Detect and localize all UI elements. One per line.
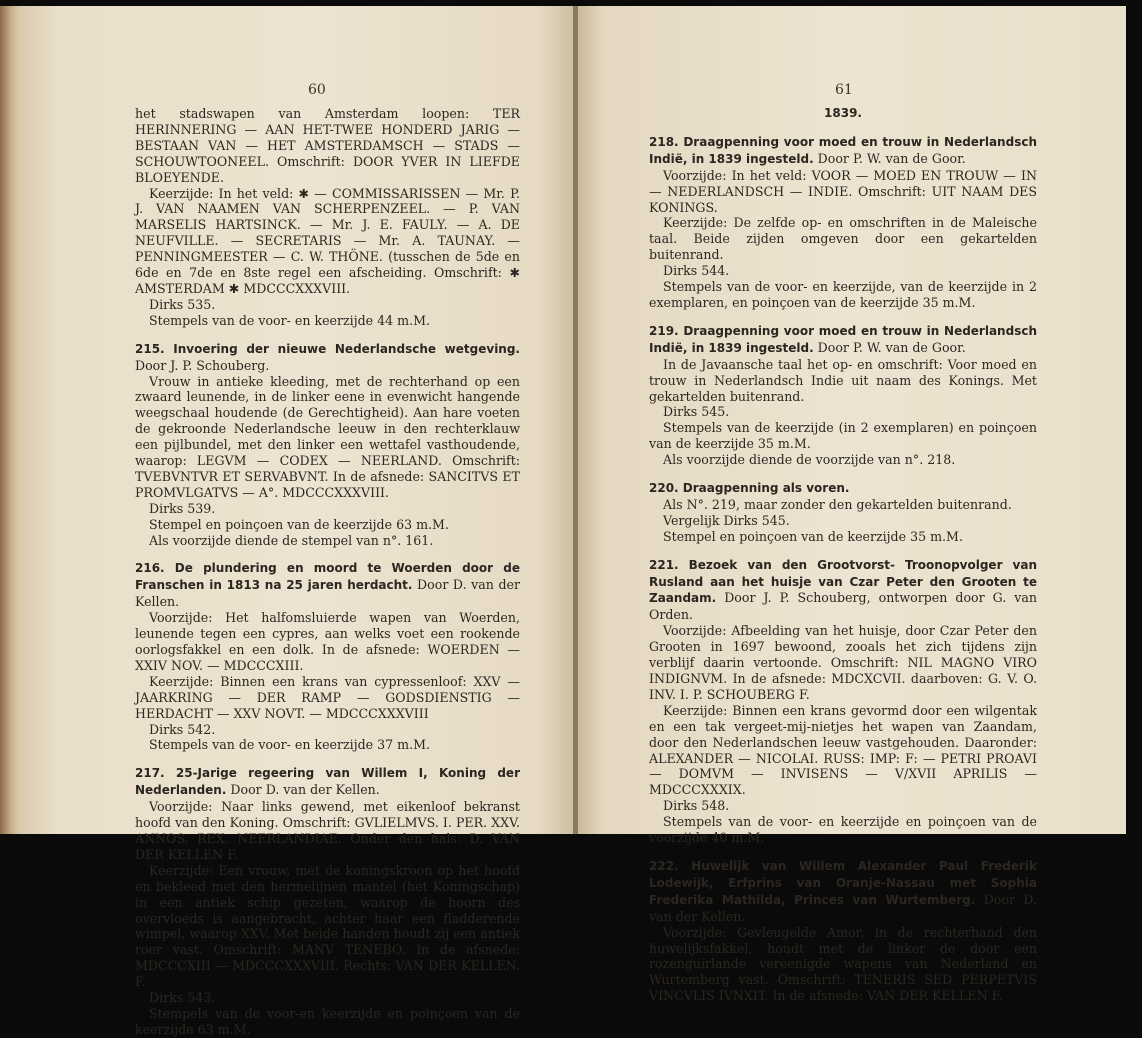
body-paragraph xyxy=(649,452,1037,468)
paragraph-text: Keerzijde: Binnen een krans van cypressenloof: XXV — JAARKRING — DER RAMP — GODSDIENSTIG — HERDACHT — XXV NOVT. — MDCCCXXXVIII xyxy=(135,673,520,721)
paragraph-text: Dirks 544. xyxy=(663,263,730,279)
body-paragraph xyxy=(135,297,520,313)
paragraph-text: Dirks 539. xyxy=(149,500,216,516)
body-paragraph xyxy=(135,737,520,753)
entry-title: 217. 25-Jarige regeering van Willem I, Koning der Nederlanden. xyxy=(135,766,520,798)
entry-title: 215. Invoering der nieuwe Nederlandsche wetgeving. xyxy=(135,341,520,356)
body-paragraph xyxy=(135,990,520,1006)
paragraph-text: Stempels van de voor- en keerzijde 37 m.M. xyxy=(149,737,430,753)
entry-title: 218. Draagpenning voor moed en trouw in Nederlandsch Indië, in 1839 ingesteld. xyxy=(649,134,1037,166)
entry-title: 222. Huwelijk van Willem Alexander Paul Frederik Lodewijk, Erfprins van Oranje-Nassau met Sophia Frederika Mathilda, Princes van Wurtemberg. xyxy=(649,858,1037,907)
paragraph-text: In de Javaansche taal het op- en omschrift: Voor moed en trouw in Nederlandsch Indie uit naam des Konings. Met gekartelden buitenrand. xyxy=(649,356,1037,404)
paragraph-text: Dirks 535. xyxy=(149,296,216,312)
body-paragraph xyxy=(135,186,520,297)
left-page-text xyxy=(135,106,520,1038)
paragraph-text: Voorzijde: Gevleugelde Amor, in de rechterhand den huwelijksfakkel, houdt met de linker de door een rozenguirlande vereenigde wapens van Nederland en Wurtemberg vast. Omschrift: TENERIS SED PERPETVIS VINCVLIS IVNXIT. In de afsnede: VAN DER KELLEN F. xyxy=(649,924,1037,1004)
book-edge xyxy=(0,6,18,834)
body-paragraph xyxy=(649,529,1037,545)
paragraph-text: Door D. van der Kellen. xyxy=(649,891,1037,924)
entry-title: 216. De plundering en moord te Woerden door de Franschen in 1813 na 25 jaren herdacht. xyxy=(135,561,520,593)
paragraph-text: Stempels van de voor- en keerzijde, van de keerzijde in 2 exemplaren, en poinçoen van de keerzijde 35 m.M. xyxy=(649,279,1037,310)
body-paragraph xyxy=(649,263,1037,279)
paragraph-text: Voorzijde: Naar links gewend, met eikenloof bekranst hoofd van den Koning. Omschrift: GVLIELMVS. I. PER. XXV. ANNOS. REX. NEERLANDIAE. Onder den hals: D. VAN DER KELLEN F. xyxy=(135,799,520,862)
entry-heading-paragraph xyxy=(649,134,1037,168)
body-paragraph xyxy=(135,610,520,674)
paragraph-text: Stempel en poinçoen van de keerzijde 35 m.M. xyxy=(663,528,963,544)
body-paragraph xyxy=(649,215,1037,263)
paragraph-text: Dirks 543. xyxy=(149,990,216,1006)
paragraph-text: Door D. van der Kellen. xyxy=(135,577,521,610)
paragraph-text: het stadswapen van Amsterdam loopen: TER HERINNERING — AAN HET-TWEE HONDERD JARIG — BESTAAN VAN — HET AMSTERDAMSCH — STADS — SCHOUWTOONEEL. Omschrift: DOOR YVER IN LIEFDE BLOEYENDE. xyxy=(135,106,520,185)
body-paragraph xyxy=(135,1006,520,1038)
body-paragraph xyxy=(649,513,1037,529)
paragraph-text: Door P. W. van de Goor. xyxy=(813,150,966,166)
body-paragraph xyxy=(649,814,1037,846)
body-paragraph xyxy=(135,799,520,863)
body-paragraph xyxy=(135,374,520,501)
body-paragraph xyxy=(649,925,1037,1005)
body-paragraph xyxy=(135,106,520,186)
body-paragraph xyxy=(649,420,1037,452)
body-paragraph xyxy=(135,722,520,738)
body-paragraph xyxy=(649,497,1037,513)
paragraph-text: Door D. van der Kellen. xyxy=(226,782,380,798)
entry-title: 221. Bezoek van den Grootvorst- Troonopvolger van Rusland aan het huisje van Czar Peter den Grooten te Zaandam. xyxy=(649,557,1037,606)
body-paragraph xyxy=(135,863,520,990)
paragraph-text: Als voorzijde diende de voorzijde van n°. 218. xyxy=(663,452,956,468)
entry-title: 220. Draagpenning als voren. xyxy=(649,481,850,496)
page-number-left: 60 xyxy=(308,82,326,98)
entry-title: 219. Draagpenning voor moed en trouw in Nederlandsch Indië, in 1839 ingesteld. xyxy=(649,323,1037,355)
entry-heading-paragraph xyxy=(649,323,1037,357)
paragraph-text: Door J. P. Schouberg. xyxy=(135,357,270,373)
body-paragraph xyxy=(649,279,1037,311)
entry-heading-paragraph xyxy=(649,858,1037,925)
paragraph-text: Dirks 545. xyxy=(663,404,730,420)
paragraph-text: Stempels van de voor-en keerzijde en poinçoen van de keerzijde 63 m.M. xyxy=(135,1005,520,1037)
paragraph-text: Dirks 548. xyxy=(663,798,730,814)
paragraph-text: Voorzijde: Het halfomsluierde wapen van Woerden, leunende tegen een cypres, aan welks voet een rookende oorlogsfakkel en een dolk. In de afsnede: WOERDEN — XXIV NOV. — MDCCCXIII. xyxy=(135,610,520,673)
body-paragraph xyxy=(649,404,1037,420)
body-paragraph xyxy=(649,357,1037,405)
entry-heading-paragraph xyxy=(135,341,520,374)
right-page xyxy=(578,6,1126,1004)
paragraph-text: Dirks 542. xyxy=(149,721,216,737)
body-paragraph xyxy=(135,501,520,517)
paragraph-text: Als N°. 219, maar zonder den gekartelden buitenrand. xyxy=(663,496,1012,512)
body-paragraph xyxy=(135,533,520,549)
paragraph-text: Als voorzijde diende de stempel van n°. 161. xyxy=(149,532,434,548)
left-page xyxy=(18,6,573,1037)
entry-heading-paragraph xyxy=(649,557,1037,624)
paragraph-text: Keerzijde: De zelfde op- en omschriften in de Maleische taal. Beide zijden omgeven door een gekartelden buitenrand. xyxy=(649,215,1037,263)
body-paragraph xyxy=(649,623,1037,703)
paragraph-text: Vergelijk Dirks 545. xyxy=(663,512,790,528)
body-paragraph xyxy=(649,798,1037,814)
paragraph-text: Door J. P. Schouberg, ontworpen door G. van Orden. xyxy=(649,590,1037,623)
body-paragraph xyxy=(135,313,520,329)
year-heading: 1839. xyxy=(824,106,862,120)
right-page-text xyxy=(649,106,1037,1004)
paragraph-text: Stempel en poinçoen van de keerzijde 63 m.M. xyxy=(149,516,449,532)
page-number-right: 61 xyxy=(835,82,853,98)
body-paragraph xyxy=(649,168,1037,216)
paragraph-text: Stempels van de voor- en keerzijde en poinçoen van de voorzijde 40 m.M. xyxy=(649,814,1037,846)
paragraph-text: Keerzijde: In het veld: ✱ — COMMISSARISSEN — Mr. P. J. VAN NAAMEN VAN SCHERPENZEEL. — P. VAN MARSELIS HARTSINCK. — Mr. J. E. FAULY. — A. DE NEUFVILLE. — SECRETARIS — Mr. A. TAUNAY. — PENNINGMEESTER — C. W. THÖNE. (tusschen de 5de en 6de en 7de en 8ste regel een afscheiding. Omschrift: ✱ AMSTERDAM ✱ MDCCCXXXVIII. xyxy=(135,185,520,296)
paragraph-text: Voorzijde: Afbeelding van het huisje, door Czar Peter den Grooten in 1697 bewoond, zooals het zich tijdens zijn verblijf daarin vertoonde. Omschrift: NIL MAGNO VIRO INDIGNVM. In de afsnede: MDCXCVII. daarboven: G. V. O. INV. I. P. SCHOUBERG F. xyxy=(649,623,1037,702)
body-paragraph xyxy=(649,703,1037,798)
entry-heading-paragraph xyxy=(135,765,520,799)
body-paragraph xyxy=(135,517,520,533)
paragraph-text: Voorzijde: In het veld: VOOR — MOED EN TROUW — IN — NEDERLANDSCH — INDIE. Omschrift: UIT NAAM DES KONINGS. xyxy=(649,167,1037,215)
paragraph-text: Stempels van de voor- en keerzijde 44 m.M. xyxy=(149,312,430,328)
body-paragraph xyxy=(135,674,520,722)
paragraph-text: Door P. W. van de Goor. xyxy=(813,339,966,355)
paragraph-text: Keerzijde: Een vrouw, met de koningskroon op het hoofd en bekleed met den hermelijnen mantel (het Koningschap) in een antiek schip gezeten, waarop de hoorn des overvloeds is aangebracht, achter haar een fladderende wimpel, waarop XXV. Met beide handen houdt zij een antiek roer vast. Omschrift: MANV TENEBO. In de afsnede: MDCCCXIII — MDCCCXXXVIII. Rechts: VAN DER KELLEN. F. xyxy=(135,862,520,990)
entry-heading-paragraph xyxy=(649,480,1037,497)
entry-heading-paragraph xyxy=(135,560,520,610)
paragraph-text: Keerzijde: Binnen een krans gevormd door een wilgentak en een tak vergeet-mij-nietjes het wapen van Zaandam, door den Nederlandschen leeuw vastgehouden. Daaronder: ALEXANDER — NICOLAI. RUSS: IMP: F: — PETRI PROAVI — DOMVM — INVISENS — V/XVII APRILIS — MDCCCXXXIX. xyxy=(649,702,1037,798)
paragraph-text: Vrouw in antieke kleeding, met de rechterhand op een zwaard leunende, in de linker eene in evenwicht hangende weegschaal houdende (de Gerechtigheid). Aan hare voeten de gekroonde Nederlandsche leeuw in den rechterklauw een pijlbundel, met den linker een wettafel vasthoudende, waarop: LEGVM — CODEX — NEERLAND. Omschrift: TVEBVNTVR ET SERVABVNT. In de afsnede: SANCITVS ET PROMVLGATVS — A°. MDCCCXXXVIII. xyxy=(135,373,520,500)
paragraph-text: Stempels van de keerzijde (in 2 exemplaren) en poinçoen van de keerzijde 35 m.M. xyxy=(649,420,1037,452)
